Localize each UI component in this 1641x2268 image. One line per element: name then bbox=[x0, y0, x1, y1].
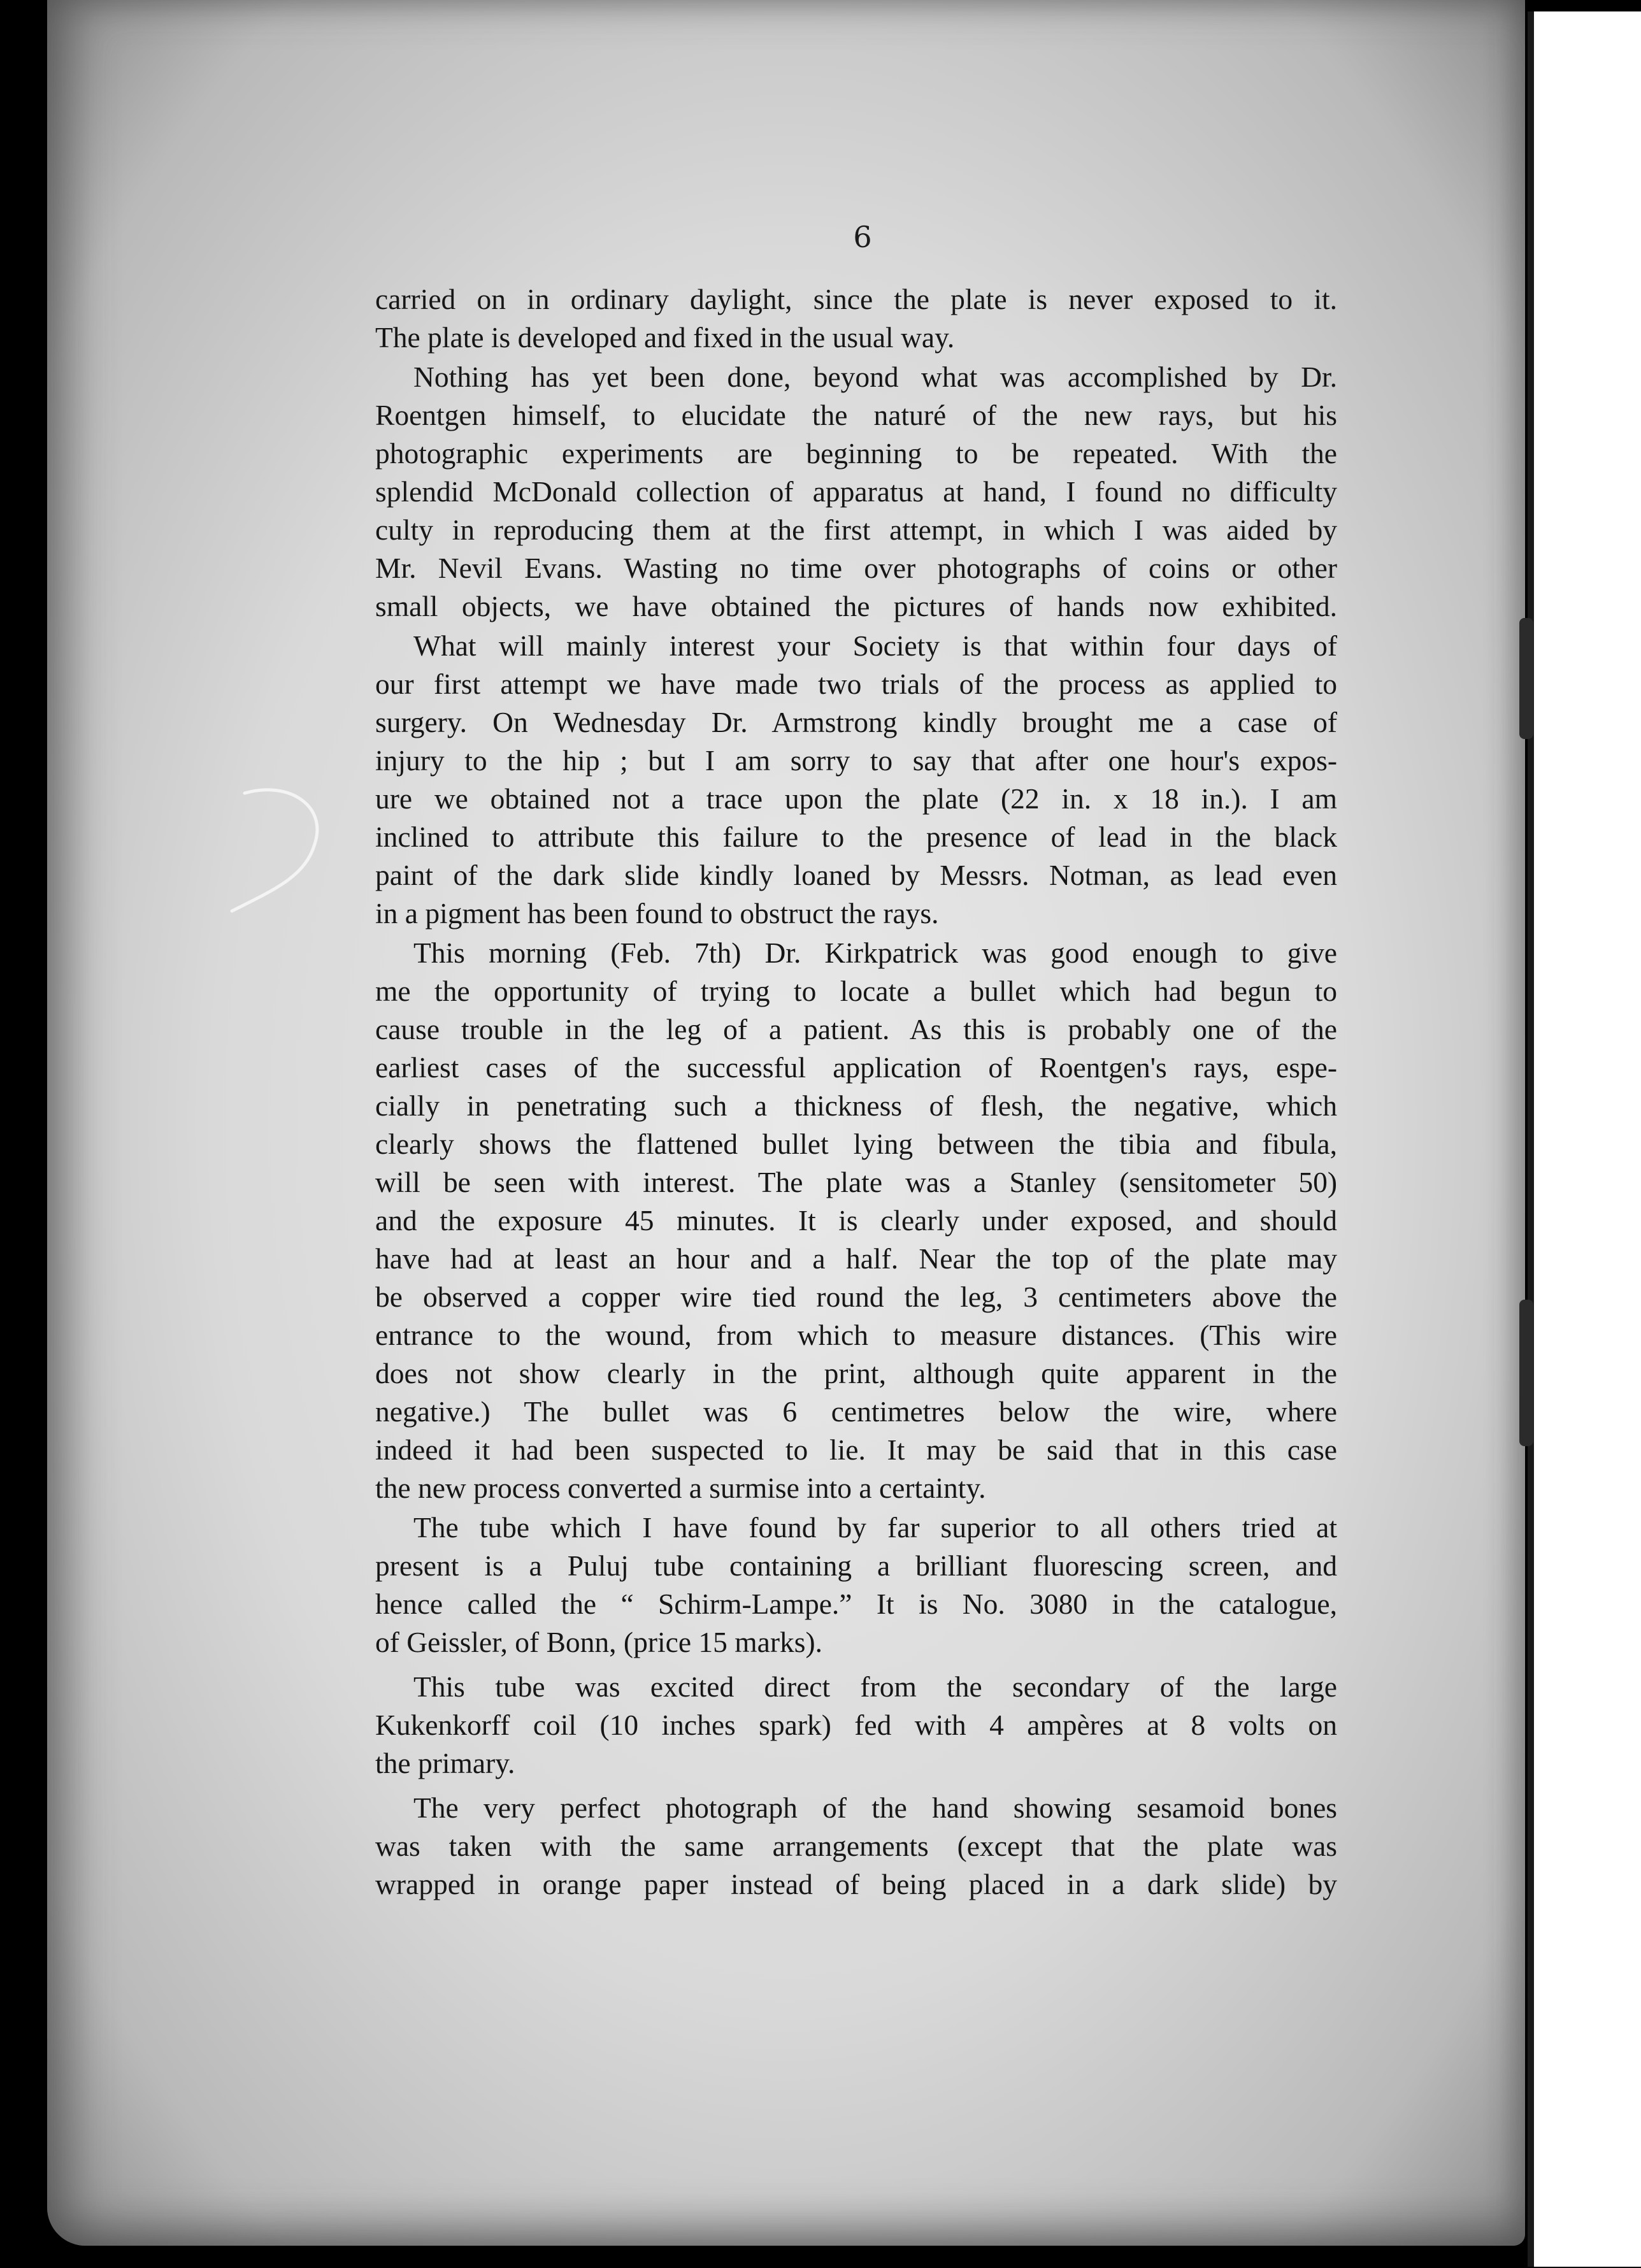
text-line: The very perfect photograph of the hand showing sesamoid bones bbox=[413, 1791, 1337, 1824]
text-line: culty in reproducing them at the first attempt, in which I was aided by bbox=[375, 513, 1337, 546]
paragraph bbox=[375, 358, 1337, 626]
text-line: of Geissler, of Bonn, (price 15 marks). bbox=[375, 1626, 822, 1658]
margin-pencil-mark bbox=[219, 780, 334, 927]
text-line: was taken with the same arrangements (except that the plate was bbox=[375, 1830, 1337, 1862]
adjacent-page-edge bbox=[1528, 11, 1641, 2267]
paragraph bbox=[375, 280, 1337, 357]
document-page bbox=[47, 0, 1525, 2246]
text-line: cause trouble in the leg of a patient. As this is probably one of the bbox=[375, 1013, 1337, 1045]
text-line: photographic experiments are beginning to be repeated. With the bbox=[375, 437, 1337, 470]
paragraph-gap bbox=[375, 1783, 1337, 1789]
text-line: the new process converted a surmise into a certainty. bbox=[375, 1472, 986, 1504]
text-line: cially in penetrating such a thickness of flesh, the negative, which bbox=[375, 1089, 1337, 1122]
text-line: This morning (Feb. 7th) Dr. Kirkpatrick was good enough to give bbox=[413, 937, 1337, 969]
text-line: and the exposure 45 minutes. It is clearly under exposed, and should bbox=[375, 1204, 1337, 1237]
text-line: wrapped in orange paper instead of being placed in a dark slide) by bbox=[375, 1868, 1337, 1900]
paragraph-gap bbox=[375, 1662, 1337, 1668]
text-line: hence called the “ Schirm-Lampe.” It is No. 3080 in the catalogue, bbox=[375, 1588, 1337, 1620]
binding-clip-mark bbox=[1519, 618, 1533, 739]
text-line: What will mainly interest your Society is that within four days of bbox=[413, 629, 1337, 662]
text-line: our first attempt we have made two trials of the process as applied to bbox=[375, 668, 1337, 700]
text-line: Roentgen himself, to elucidate the naturé of the new rays, but his bbox=[375, 399, 1337, 431]
text-line: splendid McDonald collection of apparatus at hand, I found no difficulty bbox=[375, 475, 1337, 508]
binding-clip-mark bbox=[1519, 1300, 1533, 1446]
body-text bbox=[375, 280, 1337, 1904]
text-line: Mr. Nevil Evans. Wasting no time over photographs of coins or other bbox=[375, 552, 1337, 584]
text-line: small objects, we have obtained the pictures of hands now exhibited. bbox=[375, 590, 1337, 622]
text-line: indeed it had been suspected to lie. It may be said that in this case bbox=[375, 1433, 1337, 1466]
text-line: have had at least an hour and a half. Near the top of the plate may bbox=[375, 1242, 1337, 1275]
text-line: inclined to attribute this failure to the presence of lead in the black bbox=[375, 821, 1337, 853]
paragraph bbox=[375, 1789, 1337, 1904]
text-line: negative.) The bullet was 6 centimetres below the wire, where bbox=[375, 1395, 1337, 1428]
text-line: clearly shows the flattened bullet lying between the tibia and fibula, bbox=[375, 1128, 1337, 1160]
text-line: does not show clearly in the print, although quite apparent in the bbox=[375, 1357, 1337, 1389]
text-line: be observed a copper wire tied round the leg, 3 centimeters above the bbox=[375, 1281, 1337, 1313]
text-line: This tube was excited direct from the secondary of the large bbox=[413, 1670, 1337, 1703]
text-line: entrance to the wound, from which to measure distances. (This wire bbox=[375, 1319, 1337, 1351]
text-line: The plate is developed and fixed in the usual way. bbox=[375, 321, 955, 354]
text-line: The tube which I have found by far superior to all others tried at bbox=[413, 1511, 1337, 1544]
text-line: earliest cases of the successful application of Roentgen's rays, espe- bbox=[375, 1051, 1337, 1084]
text-line: ure we obtained not a trace upon the plate (22 in. x 18 in.). I am bbox=[375, 782, 1337, 815]
text-line: carried on in ordinary daylight, since the plate is never exposed to it. bbox=[375, 283, 1337, 315]
page-number: 6 bbox=[853, 220, 872, 254]
text-line: Nothing has yet been done, beyond what was accomplished by Dr. bbox=[413, 361, 1337, 393]
paragraph bbox=[375, 1509, 1337, 1662]
paragraph bbox=[375, 934, 1337, 1507]
text-line: present is a Puluj tube containing a brilliant fluorescing screen, and bbox=[375, 1549, 1337, 1582]
text-line: injury to the hip ; but I am sorry to say that after one hour's expos- bbox=[375, 744, 1337, 777]
paragraph bbox=[375, 627, 1337, 933]
text-line: in a pigment has been found to obstruct the rays. bbox=[375, 897, 939, 929]
text-line: paint of the dark slide kindly loaned by Messrs. Notman, as lead even bbox=[375, 859, 1337, 891]
text-line: the primary. bbox=[375, 1747, 515, 1779]
text-line: me the opportunity of trying to locate a bullet which had begun to bbox=[375, 975, 1337, 1007]
text-line: surgery. On Wednesday Dr. Armstrong kindly brought me a case of bbox=[375, 706, 1337, 738]
text-line: will be seen with interest. The plate was a Stanley (sensitometer 50) bbox=[375, 1166, 1337, 1198]
paragraph bbox=[375, 1668, 1337, 1783]
text-line: Kukenkorff coil (10 inches spark) fed with 4 ampères at 8 volts on bbox=[375, 1709, 1337, 1741]
